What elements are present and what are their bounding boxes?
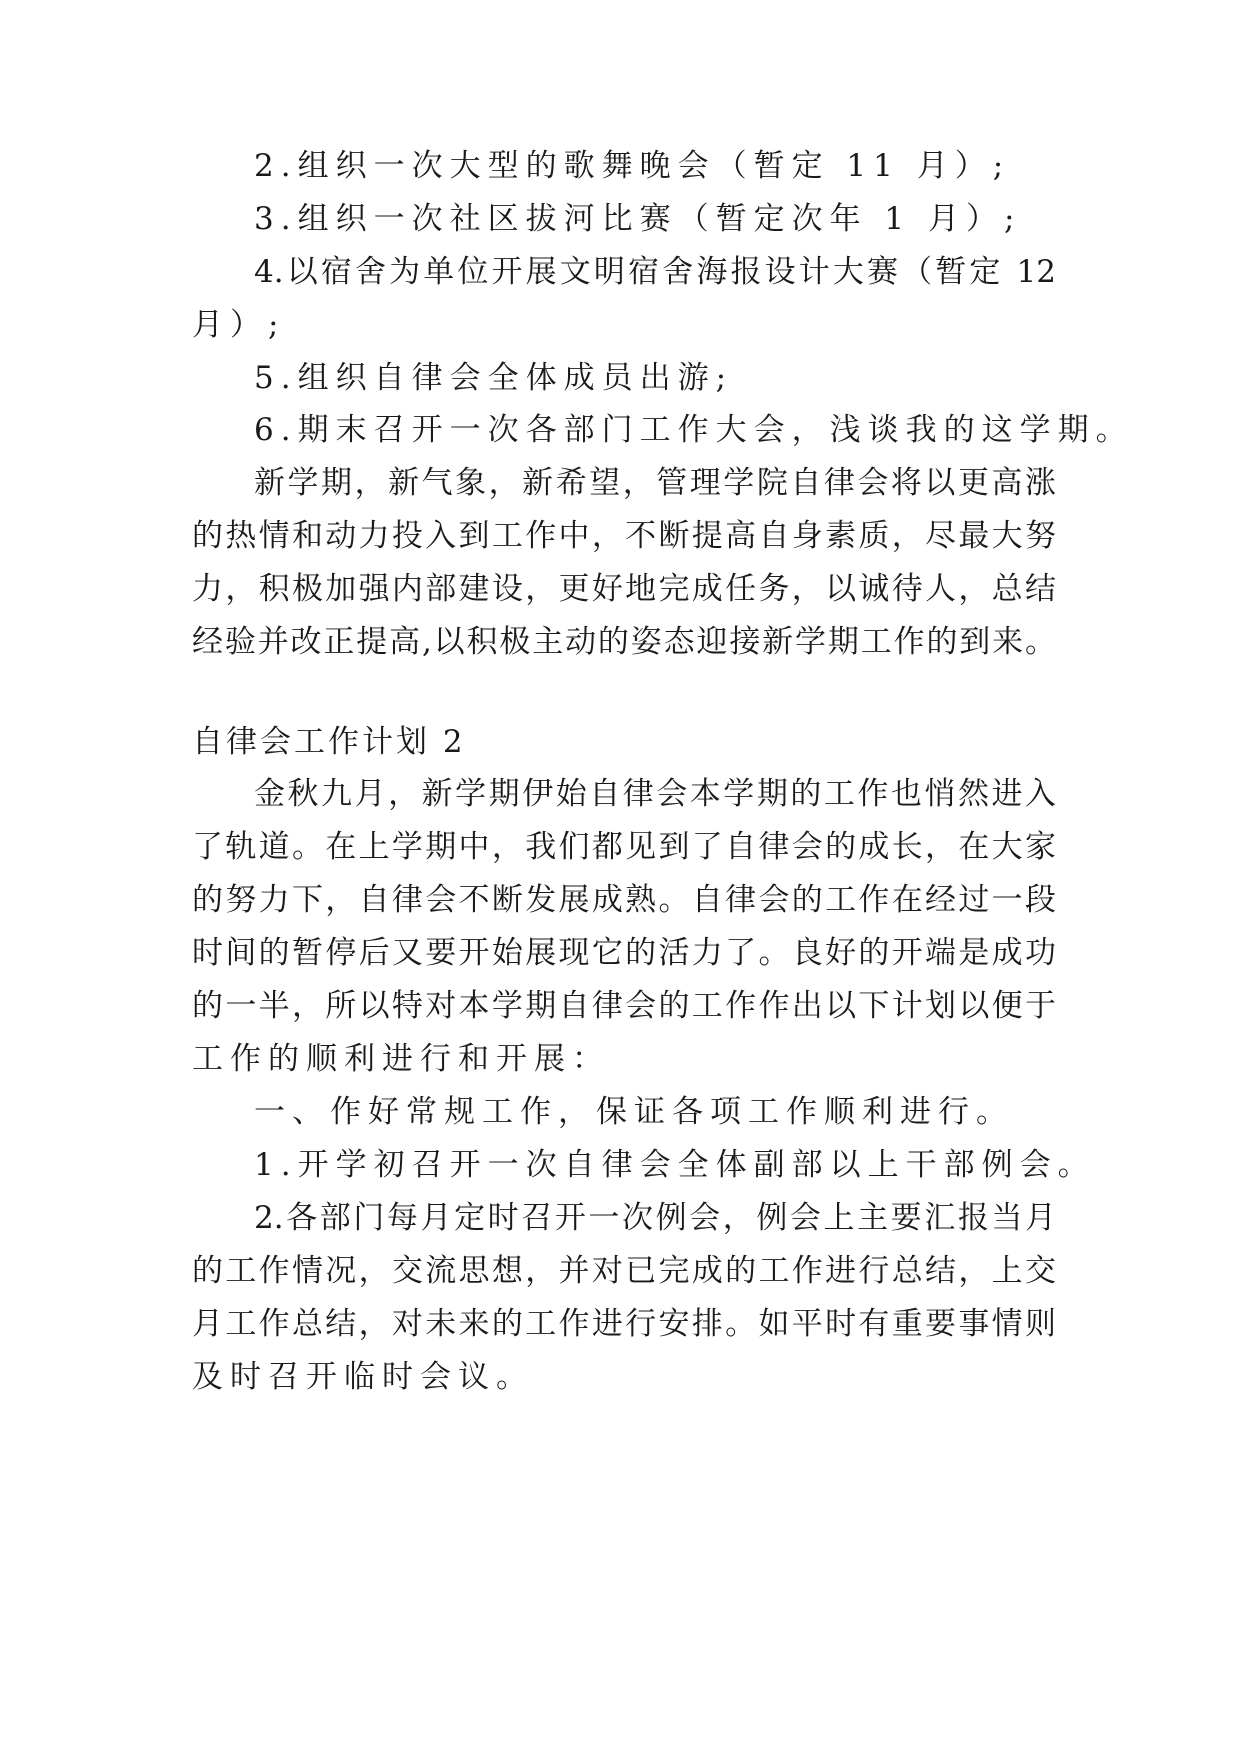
- list-item: 3.组织一次社区拔河比赛（暂定次年 1 月）;: [254, 201, 1022, 237]
- paragraph-line: 的一半，所以特对本学期自律会的工作作出以下计划以便于: [192, 988, 1056, 1024]
- paragraph-line: 2.各部门每月定时召开一次例会，例会上主要汇报当月: [254, 1200, 1056, 1236]
- section-title: 自律会工作计划 2: [192, 724, 466, 760]
- paragraph-line: 的努力下，自律会不断发展成熟。自律会的工作在经过一段: [192, 882, 1056, 918]
- list-item: 6.期末召开一次各部门工作大会，浅谈我的这学期。: [254, 412, 1134, 448]
- list-item: 4.以宿舍为单位开展文明宿舍海报设计大赛（暂定 12: [254, 254, 1056, 290]
- list-item-continuation: 月）;: [192, 307, 286, 343]
- paragraph-line: 月工作总结，对未来的工作进行安排。如平时有重要事情则: [192, 1306, 1056, 1342]
- paragraph-line: 的工作情况，交流思想，并对已完成的工作进行总结，上交: [192, 1253, 1056, 1289]
- paragraph-line: 力，积极加强内部建设，更好地完成任务，以诚待人，总结: [192, 571, 1056, 607]
- paragraph-line: 及时召开临时会议。: [192, 1359, 534, 1395]
- list-item: 2.组织一次大型的歌舞晚会（暂定 11 月）;: [254, 148, 1011, 184]
- paragraph-line: 时间的暂停后又要开始展现它的活力了。良好的开端是成功: [192, 935, 1056, 971]
- list-item: 1.开学初召开一次自律会全体副部以上干部例会。: [254, 1147, 1096, 1183]
- paragraph-line: 的热情和动力投入到工作中，不断提高自身素质，尽最大努: [192, 518, 1056, 554]
- point-heading: 一、作好常规工作，保证各项工作顺利进行。: [254, 1094, 1014, 1130]
- paragraph-line: 金秋九月，新学期伊始自律会本学期的工作也悄然进入: [254, 776, 1056, 812]
- paragraph-line: 工作的顺利进行和开展：: [192, 1041, 610, 1077]
- paragraph-line: 新学期，新气象，新希望，管理学院自律会将以更高涨: [254, 465, 1056, 501]
- paragraph-line: 经验并改正提高,以积极主动的姿态迎接新学期工作的到来。: [192, 624, 1056, 660]
- paragraph-line: 了轨道。在上学期中，我们都见到了自律会的成长，在大家: [192, 829, 1056, 865]
- list-item: 5.组织自律会全体成员出游;: [254, 360, 734, 396]
